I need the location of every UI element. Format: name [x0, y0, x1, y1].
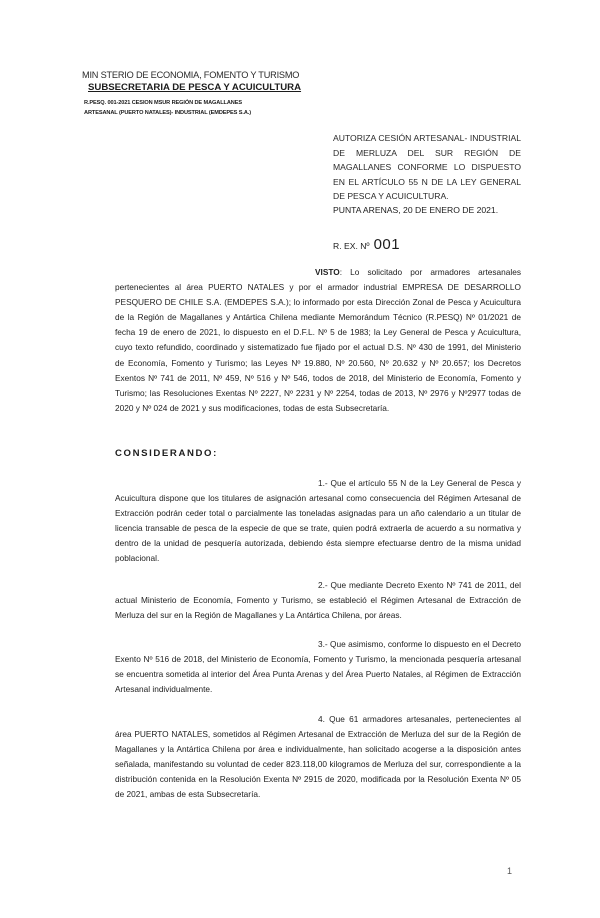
- ministry-name: MIN STERIO DE ECONOMIA, FOMENTO Y TURISMO: [82, 70, 300, 80]
- visto-paragraph: [115, 265, 521, 416]
- resolution-label: R. EX. Nº: [333, 241, 370, 251]
- reference-line-2: ARTESANAL (PUERTO NATALES)- INDUSTRIAL (EMDEPES S.A.): [84, 110, 251, 116]
- reference-line: [82, 98, 332, 118]
- resolution-number: [333, 236, 400, 254]
- considerando-3: 3.- Que asimismo, conforme lo dispuesto en el Decreto Exento Nº 516 de 2018, del Ministerio de Economía, Fomento y Turismo, la mencionada pesquería artesanal se encuentra sometida al interior del Área Punta Arenas y del Área Puerto Natales, al Régimen de Extracción Artesanal individualmente.: [115, 639, 521, 695]
- visto-keyword: VISTO: [315, 267, 340, 277]
- considerando-1: 1.- Que el artículo 55 N de la Ley General de Pesca y Acuicultura dispone que los titulares de asignación artesanal como consecuencia del Régimen Artesanal de Extracción podrán ceder total o parcialmente las toneladas asignadas para un año calendario a un titular de licencia transable de pesca de la especie de que se trate, quien podrá extraerla de acuerdo a su normativa y dentro de la unidad de pesquería autorizada, debiendo ésta siempre efectuarse dentro de la misma unidad poblacional.: [115, 478, 521, 564]
- considerando-4: 4. Que 61 armadores artesanales, pertenecientes al área PUERTO NATALES, sometidos al Régimen Artesanal de Extracción de Merluza del sur de la Región de Magallanes y la Antártica Chilena por área e individualmente, han solicitado acogerse a la disposición antes señalada, manifestando su voluntad de ceder 823.118,00 kilogramos de Merluza del sur, correspondiente a la distribución contenida en la Resolución Exenta Nº 2915 de 2020, modificada por la Resolución Exenta Nº 05 de 2021, ambas de esta Subsecretaría.: [115, 714, 521, 800]
- reference-line-1: R.PESQ. 001-2021 CESION MSUR REGIÓN DE MAGALLANES: [84, 100, 242, 106]
- considerando-heading: CONSIDERANDO:: [115, 448, 218, 459]
- page-number: 1: [507, 866, 513, 876]
- considerando-2: 2.- Que mediante Decreto Exento Nº 741 de 2011, del actual Ministerio de Economía, Fomento y Turismo, se estableció el Régimen Artesanal de Extracción de Merluza del sur en la Región de Magallanes y La Antártica Chilena, por áreas.: [115, 580, 521, 621]
- subsecretaria-name: SUBSECRETARIA DE PESCA Y ACUICULTURA: [88, 82, 302, 93]
- resolution-summary: AUTORIZA CESIÓN ARTESANAL- INDUSTRIAL DE MERLUZA DEL SUR REGIÓN DE MAGALLANES CONFORME LO DISPUESTO EN EL ARTÍCULO 55 N DE LA LEY GENERAL DE PESCA Y ACUICULTURA.: [333, 133, 521, 201]
- letterhead: [82, 70, 332, 118]
- place-date: PUNTA ARENAS, 20 DE ENERO DE 2021.: [333, 205, 499, 215]
- visto-text: : Lo solicitado por armadores artesanales pertenecientes al área PUERTO NATALES y por el armador industrial EMPRESA DE DESARROLLO PESQUERO DE CHILE S.A. (EMDEPES S.A.); lo informado por esta Dirección Zonal de Pesca y Acuicultura de la Región de Magallanes y Antártica Chilena mediante Memorándum Técnico (R.PESQ) Nº 01/2021 de fecha 19 de enero de 2021, lo dispuesto en el D.F.L. Nº 5 de 1983; la Ley General de Pesca y Acuicultura, cuyo texto refundido, coordinado y sistematizado fue fijado por el actual D.S. Nº 430 de 1991, del Ministerio de Economía, Fomento y Turismo; las Leyes Nº 19.880, Nº 20.560, Nº 20.632 y Nº 20.657; los Decretos Exentos Nº 741 de 2011, Nº 459, Nº 516 y Nº 546, todos de 2018, del Ministerio de Economía, Fomento y Turismo; las Resoluciones Exentas Nº 2227, Nº 2231 y Nº 2254, todas de 2013, Nº 2976 y Nº2977 todas de 2020 y Nº 024 de 2021 y sus modificaciones, todas de esta Subsecretaría.: [115, 267, 521, 413]
- resolution-number-value: 001: [373, 236, 401, 253]
